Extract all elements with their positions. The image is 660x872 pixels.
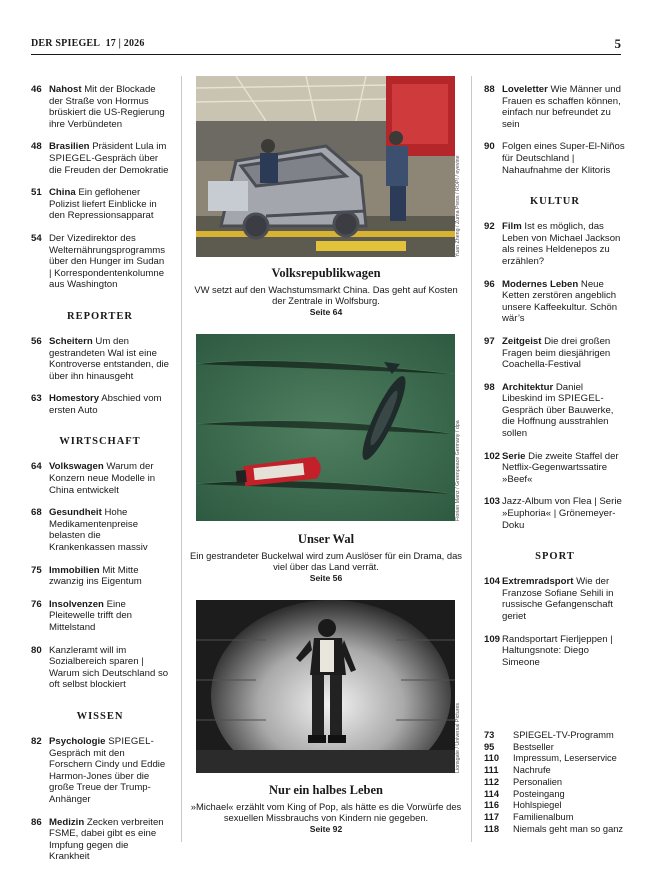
- index-page: 111: [484, 765, 499, 776]
- story-teaser: Ein gestrandeter Buckelwal wird zum Auslöser für ein Drama, das viel über das Land verrät.: [190, 550, 462, 573]
- story-page-ref: Seite 64: [309, 306, 343, 317]
- entry-page: 102: [484, 450, 501, 462]
- index-row[interactable]: [484, 824, 629, 836]
- entry-text: Präsident Lula im: [92, 141, 167, 153]
- entry-text: Mit Mitte zwanzig ins Eigentum: [49, 564, 142, 588]
- story-caption[interactable]: [188, 266, 464, 318]
- section-heading-sport: SPORT: [535, 551, 575, 563]
- entry-page: 88: [484, 84, 495, 95]
- story-title: Unser Wal: [297, 532, 355, 546]
- toc-entry[interactable]: [31, 393, 169, 416]
- entry-text: Daniel Libeskind im: [502, 381, 584, 405]
- index-page: 73: [484, 730, 495, 740]
- entry-page: 46: [31, 84, 42, 95]
- entry-keyword: Loveletter: [502, 84, 548, 95]
- entry-page: 92: [484, 221, 495, 233]
- entry-text: Die drei großen Fragen beim diesjährigen Coachella-Festival: [502, 335, 611, 371]
- index-row[interactable]: [484, 753, 629, 765]
- entry-page: 97: [484, 335, 495, 347]
- photo-credit: Yuan Zheng / Zuma Press / ROPI / eyevine: [455, 155, 461, 257]
- toc-entry[interactable]: [484, 221, 626, 267]
- toc-entry[interactable]: [31, 187, 169, 222]
- entry-keyword: Insolvenzen: [49, 598, 104, 610]
- index-row[interactable]: [484, 812, 629, 824]
- entry-page: 103: [484, 496, 501, 508]
- entry-text: Kanzleramt will im Sozialbereich sparen | Warum sich Deutschland so oft selbst blockiert: [49, 644, 169, 691]
- toc-entry[interactable]: [31, 507, 169, 553]
- entry-text: Zecken verbreiten FSME, dabei gibt es eine Impfung gegen die Krankheit: [49, 816, 164, 863]
- entry-page: 96: [484, 278, 495, 290]
- entry-text: Folgen eines Super-El-Niños für Deutschland | Nahaufnahme der Klitoris: [502, 141, 625, 176]
- section-heading-kultur: KULTUR: [530, 196, 580, 208]
- index-row[interactable]: [484, 777, 629, 789]
- entry-keyword: Volkswagen: [49, 461, 104, 473]
- spiegel-wordmark: SPIEGEL: [558, 393, 601, 405]
- entry-text: Jazz-Album von Flea | Serie »Euphoria« | Grönemeyer-Doku: [502, 496, 622, 531]
- right-column: [484, 84, 626, 668]
- entry-page: 82: [31, 735, 42, 747]
- toc-entry[interactable]: [484, 279, 626, 325]
- toc-entry[interactable]: [484, 451, 626, 486]
- index-label: Posteingang: [513, 788, 565, 799]
- index-label: Nachrufe: [513, 765, 551, 776]
- entry-page: 98: [484, 381, 495, 393]
- entry-page: 76: [31, 598, 42, 610]
- entry-page: 48: [31, 141, 42, 153]
- entry-keyword: Nahost: [49, 84, 82, 95]
- entry-text: Abschied vom ersten Auto: [49, 393, 162, 416]
- index-page: 110: [484, 753, 499, 764]
- toc-entry[interactable]: [31, 84, 169, 130]
- entry-text: Mit der Blockade der Straße von Hormus brüskiert die US-Regierung ihre Verbündeten: [49, 84, 165, 130]
- toc-entry[interactable]: [31, 336, 169, 382]
- index-label: Impressum, Leserservice: [513, 753, 617, 764]
- index-label: Familienalbum: [513, 811, 574, 822]
- story-page-ref: Seite 92: [309, 823, 343, 834]
- index-label: Bestseller: [513, 741, 554, 752]
- index-page: 118: [484, 823, 499, 834]
- entry-text: Warum der Konzern neue Modelle in China entwickelt: [49, 461, 156, 496]
- story-teaser: »Michael« erzählt vom King of Pop, als hätte es die Vorwürfe des sexuellen Missbrauchs von Kindern nie gegeben.: [190, 801, 462, 824]
- entry-keyword: China: [49, 187, 76, 199]
- entry-text: Ist es möglich, das Leben von Michael Jackson als reines Heldenepos zu erzählen?: [502, 221, 621, 267]
- entry-keyword: Gesundheit: [49, 507, 102, 519]
- toc-entry[interactable]: [484, 496, 626, 531]
- regular-features-index: [484, 730, 629, 835]
- entry-page: 80: [31, 644, 42, 656]
- whale-photo[interactable]: [196, 334, 455, 521]
- index-row[interactable]: [484, 742, 629, 754]
- entry-page: 90: [484, 141, 495, 153]
- entry-keyword: Film: [502, 221, 522, 233]
- index-page: 114: [484, 788, 499, 799]
- entry-keyword: Medizin: [49, 816, 85, 828]
- index-label: SPIEGEL-TV-Programm: [513, 730, 614, 740]
- index-row[interactable]: [484, 730, 629, 742]
- index-label: Hohlspiegel: [513, 800, 562, 811]
- section-heading-reporter: REPORTER: [67, 310, 133, 322]
- index-label: Niemals geht man so ganz: [513, 823, 624, 834]
- index-row[interactable]: [484, 765, 629, 777]
- spiegel-wordmark: SPIEGEL: [108, 735, 151, 747]
- toc-entry[interactable]: [31, 233, 169, 291]
- entry-page: 64: [31, 461, 42, 473]
- entry-page: 68: [31, 507, 42, 519]
- toc-entry[interactable]: [484, 576, 626, 622]
- entry-keyword: Homestory: [49, 393, 100, 405]
- entry-text: -Gespräch über die Freuden der Demokratie: [49, 152, 169, 176]
- index-row[interactable]: [484, 789, 629, 801]
- entry-text: Hohe Medikamentenpreise belasten die Krankenkassen massiv: [49, 507, 148, 554]
- factory-photo-illustration: [196, 76, 455, 257]
- entry-text: Wie Männer und Frauen es schaffen können, einfach nur befreundet zu sein: [502, 84, 621, 130]
- toc-entry[interactable]: [484, 141, 626, 176]
- entry-page: 109: [484, 633, 501, 645]
- entry-text: Der Vizedirektor des Welternährungsprogramms über den Hunger im Sudan | Korrespondentenkolumne aus Washington: [49, 232, 166, 291]
- toc-entry[interactable]: [484, 382, 626, 440]
- story-title: Volksrepublikwagen: [271, 266, 381, 280]
- entry-page: 54: [31, 232, 42, 244]
- stage-photo[interactable]: [196, 600, 455, 773]
- entry-keyword: Brasilien: [49, 141, 90, 153]
- toc-entry[interactable]: [484, 336, 626, 371]
- masthead: [31, 38, 145, 49]
- issue-number: 17 | 2026: [105, 38, 145, 49]
- page-number: 5: [614, 36, 621, 51]
- entry-page: 104: [484, 576, 501, 588]
- story-teaser: VW setzt auf den Wachstumsmarkt China. Das geht auf Kosten der Zentrale in Wolfsburg.: [194, 284, 458, 307]
- entry-keyword: Architektur: [502, 381, 554, 393]
- entry-page: 63: [31, 393, 42, 405]
- entry-text: Randsportart Fierljeppen | Haltungsnote: Diego Simeone: [502, 633, 613, 668]
- story-caption[interactable]: [188, 532, 464, 584]
- entry-keyword: Immobilien: [49, 564, 100, 576]
- stage-photo-illustration: [196, 600, 455, 773]
- section-heading-wirtschaft: WIRTSCHAFT: [59, 436, 141, 448]
- toc-entry[interactable]: [31, 461, 169, 496]
- left-column: [31, 84, 169, 863]
- column-divider-right: [471, 76, 472, 842]
- toc-entry[interactable]: [484, 84, 626, 130]
- index-label: Personalien: [513, 776, 563, 787]
- entry-text: -Gespräch über Bauwerke, die Hoffnung ausstrahlen sollen: [502, 393, 614, 440]
- entry-page: 86: [31, 816, 42, 828]
- toc-entry[interactable]: [31, 599, 169, 634]
- story-caption[interactable]: [188, 783, 464, 835]
- entry-keyword: Extremradsport: [502, 576, 574, 588]
- factory-photo[interactable]: [196, 76, 455, 257]
- whale-photo-illustration: [196, 334, 455, 521]
- entry-text: Wie der Franzose Sofiane Sehili in russische Gefangenschaft geriet: [502, 576, 614, 622]
- entry-page: 75: [31, 564, 42, 576]
- entry-page: 56: [31, 335, 42, 347]
- section-heading-wissen: WISSEN: [76, 710, 124, 722]
- entry-keyword: Zeitgeist: [502, 335, 542, 347]
- toc-entry[interactable]: [484, 634, 626, 669]
- toc-entry[interactable]: [31, 565, 169, 588]
- entry-text: Eine Pleitewelle trifft den Mittelstand: [49, 598, 133, 633]
- story-title: Nur ein halbes Leben: [268, 783, 384, 797]
- header-rule: [31, 54, 621, 55]
- entry-keyword: Serie: [502, 450, 526, 462]
- page-header: [31, 38, 621, 52]
- photo-credit: Florian Manz / Greenpeace Germany / dpa: [455, 420, 461, 521]
- entry-text: Um den gestrandeten Wal ist eine Kontroverse entstanden, die über ihn hinausgeht: [49, 335, 170, 382]
- entry-page: 51: [31, 187, 42, 199]
- index-page: 117: [484, 811, 499, 822]
- toc-entry[interactable]: [31, 141, 169, 176]
- toc-entry[interactable]: [31, 736, 169, 806]
- index-row[interactable]: [484, 800, 629, 812]
- index-page: 95: [484, 741, 495, 752]
- entry-keyword: Modernes Leben: [502, 278, 579, 290]
- entry-keyword: Psychologie: [49, 735, 106, 747]
- index-page: 116: [484, 800, 499, 811]
- index-page: 112: [484, 776, 499, 787]
- spiegel-wordmark: SPIEGEL: [49, 152, 92, 164]
- column-divider-left: [181, 76, 182, 842]
- magazine-name: DER SPIEGEL: [31, 38, 101, 49]
- entry-text: Neue Ketten zerstören angeblich unsere Kaffeekultur. Schön wär’s: [502, 278, 618, 325]
- photo-credit: Lionsgate / Universal Pictures: [455, 702, 461, 773]
- entry-text: Die zweite Staffel der Netflix-Gegenwartssatire »Beef«: [502, 450, 619, 485]
- story-page-ref: Seite 56: [309, 572, 343, 583]
- toc-entry[interactable]: [31, 817, 169, 863]
- entry-text: Ein geflohener Polizist liefert Einblicke in den Repressionsapparat: [49, 187, 157, 222]
- entry-text: -Gespräch mit den Forschern Cindy und Eddie Harmon-Jones über die große Treue der Trump-Anhänger: [49, 735, 166, 805]
- toc-entry[interactable]: [31, 645, 169, 691]
- entry-keyword: Scheitern: [49, 335, 93, 347]
